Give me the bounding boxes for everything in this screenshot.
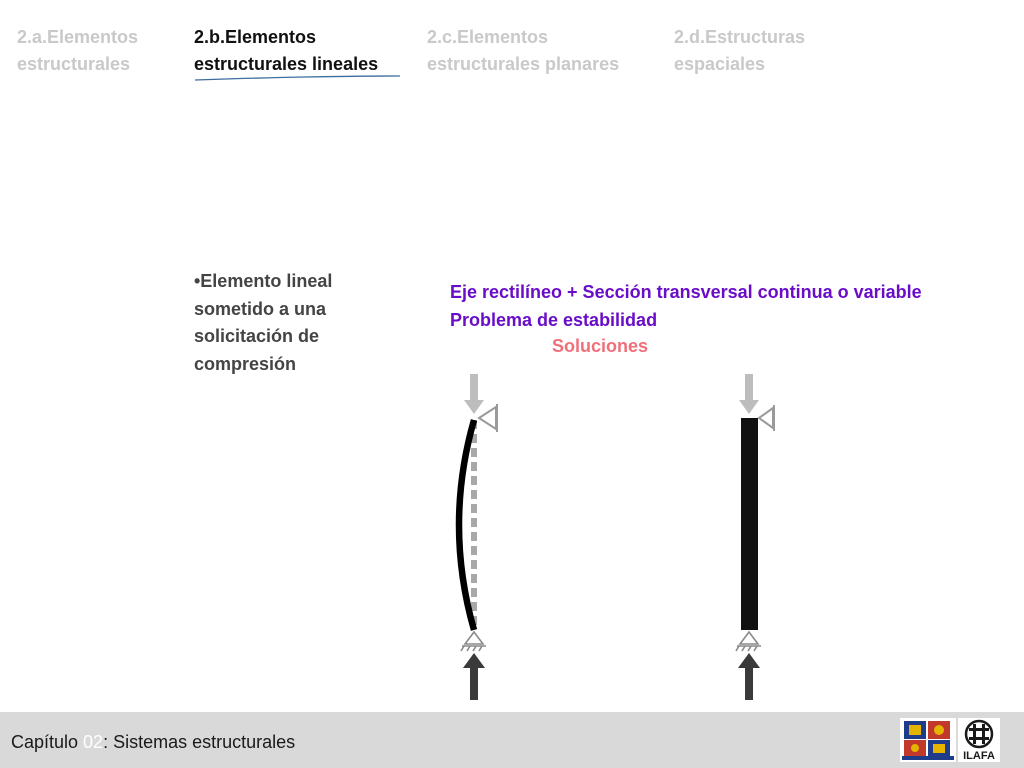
tab-elementos-estructurales-planares[interactable]: 2.c.Elementos estructurales planares [427,27,620,74]
ilafa-logo [958,718,1000,762]
tab-elementos-estructurales[interactable]: 2.a.Elementos estructurales [17,27,139,74]
bullet-description: •Elemento lineal sometido a una solicitación de compresión [194,271,333,374]
tab-estructuras-espaciales[interactable]: 2.d.Estructuras espaciales [674,27,806,74]
top-load-arrow [464,374,484,414]
ilafa-logo-text: ILAFA [963,750,995,762]
axis-section-line: Eje rectilíneo + Sección transversal continua o variable [450,282,922,302]
straight-column-figure [715,368,785,703]
stability-problem-line: Problema de estabilidad [450,309,658,330]
university-crest-logo [900,718,956,762]
chapter-title [11,729,295,755]
active-tab-underline [194,75,404,83]
bottom-load-arrow [738,653,760,700]
buckled-column-figure [440,368,510,703]
solutions-label: Soluciones [552,336,649,356]
bottom-load-arrow [463,653,485,700]
bottom-pin-support [461,632,486,651]
chapter-prefix: Capítulo [11,732,84,752]
stability-heading [450,279,1010,334]
chapter-name: : Sistemas estructurales [103,732,296,752]
tab-elementos-estructurales-lineales[interactable]: 2.b.Elementos estructurales lineales [194,27,379,74]
top-roller-support [759,405,774,431]
top-roller-support [479,404,497,432]
top-load-arrow [739,374,759,414]
chapter-number: 02 [83,732,104,752]
straight-column [741,418,758,630]
bottom-pin-support [736,632,761,651]
